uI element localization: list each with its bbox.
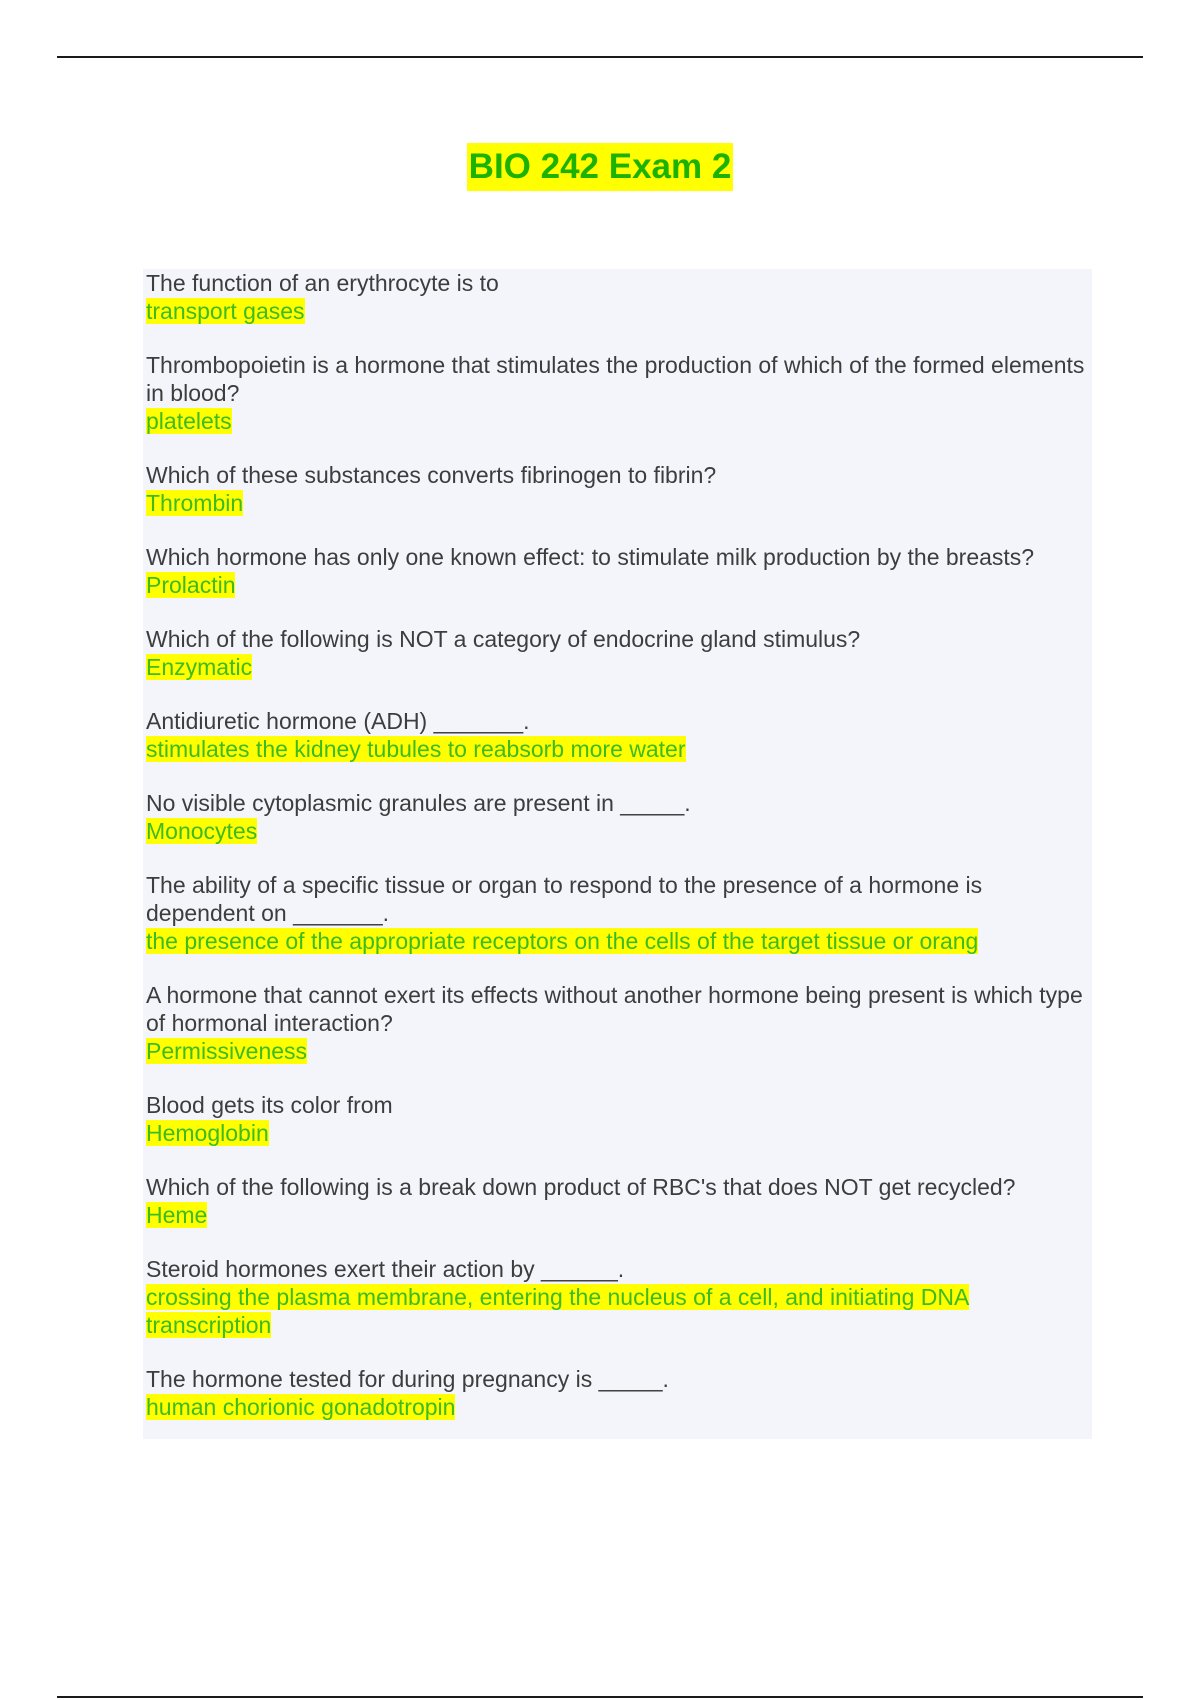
- question-text: Which of these substances converts fibrinogen to fibrin?: [146, 462, 717, 488]
- answer-line: [146, 1037, 1089, 1065]
- answer-text: platelets: [146, 408, 232, 434]
- question-text: No visible cytoplasmic granules are present in _____.: [146, 790, 691, 816]
- top-rule: [57, 56, 1143, 58]
- question-text: Antidiuretic hormone (ADH) _______.: [146, 708, 530, 734]
- answer-line: [146, 407, 1089, 435]
- answer-line: [146, 571, 1089, 599]
- answer-text: Heme: [146, 1202, 208, 1228]
- question-text: Thrombopoietin is a hormone that stimulates the production of which of the formed elements in blood?: [146, 352, 1085, 406]
- qa-item: [146, 351, 1089, 435]
- qa-item: [146, 1255, 1089, 1339]
- answer-line: [146, 653, 1089, 681]
- answer-line: [146, 297, 1089, 325]
- answer-line: [146, 489, 1089, 517]
- answer-text: Thrombin: [146, 490, 244, 516]
- answer-text: Permissiveness: [146, 1038, 308, 1064]
- answer-text: stimulates the kidney tubules to reabsorb more water: [146, 736, 686, 762]
- answer-line: [146, 1283, 1089, 1339]
- question-text: Which of the following is NOT a category of endocrine gland stimulus?: [146, 626, 861, 652]
- qa-item: [146, 981, 1089, 1065]
- question-text: The function of an erythrocyte is to: [146, 270, 499, 296]
- answer-text: Monocytes: [146, 818, 258, 844]
- question-text: Steroid hormones exert their action by ______.: [146, 1256, 625, 1282]
- qa-item: [146, 1173, 1089, 1229]
- answer-line: [146, 817, 1089, 845]
- answer-text: Hemoglobin: [146, 1120, 269, 1146]
- answer-line: [146, 1119, 1089, 1147]
- qa-item: [146, 543, 1089, 599]
- question-text: Which hormone has only one known effect: to stimulate milk production by the breasts?: [146, 544, 1035, 570]
- qa-item: [146, 707, 1089, 763]
- qa-item: [146, 871, 1089, 955]
- answer-text: Prolactin: [146, 572, 236, 598]
- answer-text: human chorionic gonadotropin: [146, 1394, 456, 1420]
- question-text: The hormone tested for during pregnancy is _____.: [146, 1366, 669, 1392]
- answer-text: the presence of the appropriate receptors on the cells of the target tissue or orang: [146, 928, 979, 954]
- question-text: Which of the following is a break down product of RBC's that does NOT get recycled?: [146, 1174, 1016, 1200]
- question-text: A hormone that cannot exert its effects without another hormone being present is which type of hormonal interaction?: [146, 982, 1083, 1036]
- title-container: [0, 143, 1200, 191]
- qa-item: [146, 461, 1089, 517]
- qa-item: [146, 1091, 1089, 1147]
- answer-line: [146, 1201, 1089, 1229]
- answer-line: [146, 735, 1089, 763]
- bottom-rule: [57, 1696, 1143, 1698]
- answer-line: [146, 927, 1089, 955]
- qa-item: [146, 789, 1089, 845]
- question-text: Blood gets its color from: [146, 1092, 393, 1118]
- qa-list: [143, 269, 1092, 1439]
- answer-text: transport gases: [146, 298, 305, 324]
- answer-text: crossing the plasma membrane, entering the nucleus of a cell, and initiating DNA transcription: [146, 1284, 970, 1338]
- qa-item: [146, 1365, 1089, 1421]
- qa-item: [146, 269, 1089, 325]
- document-title: BIO 242 Exam 2: [467, 143, 734, 191]
- answer-line: [146, 1393, 1089, 1421]
- qa-item: [146, 625, 1089, 681]
- answer-text: Enzymatic: [146, 654, 253, 680]
- question-text: The ability of a specific tissue or organ to respond to the presence of a hormone is dependent on _______.: [146, 872, 983, 926]
